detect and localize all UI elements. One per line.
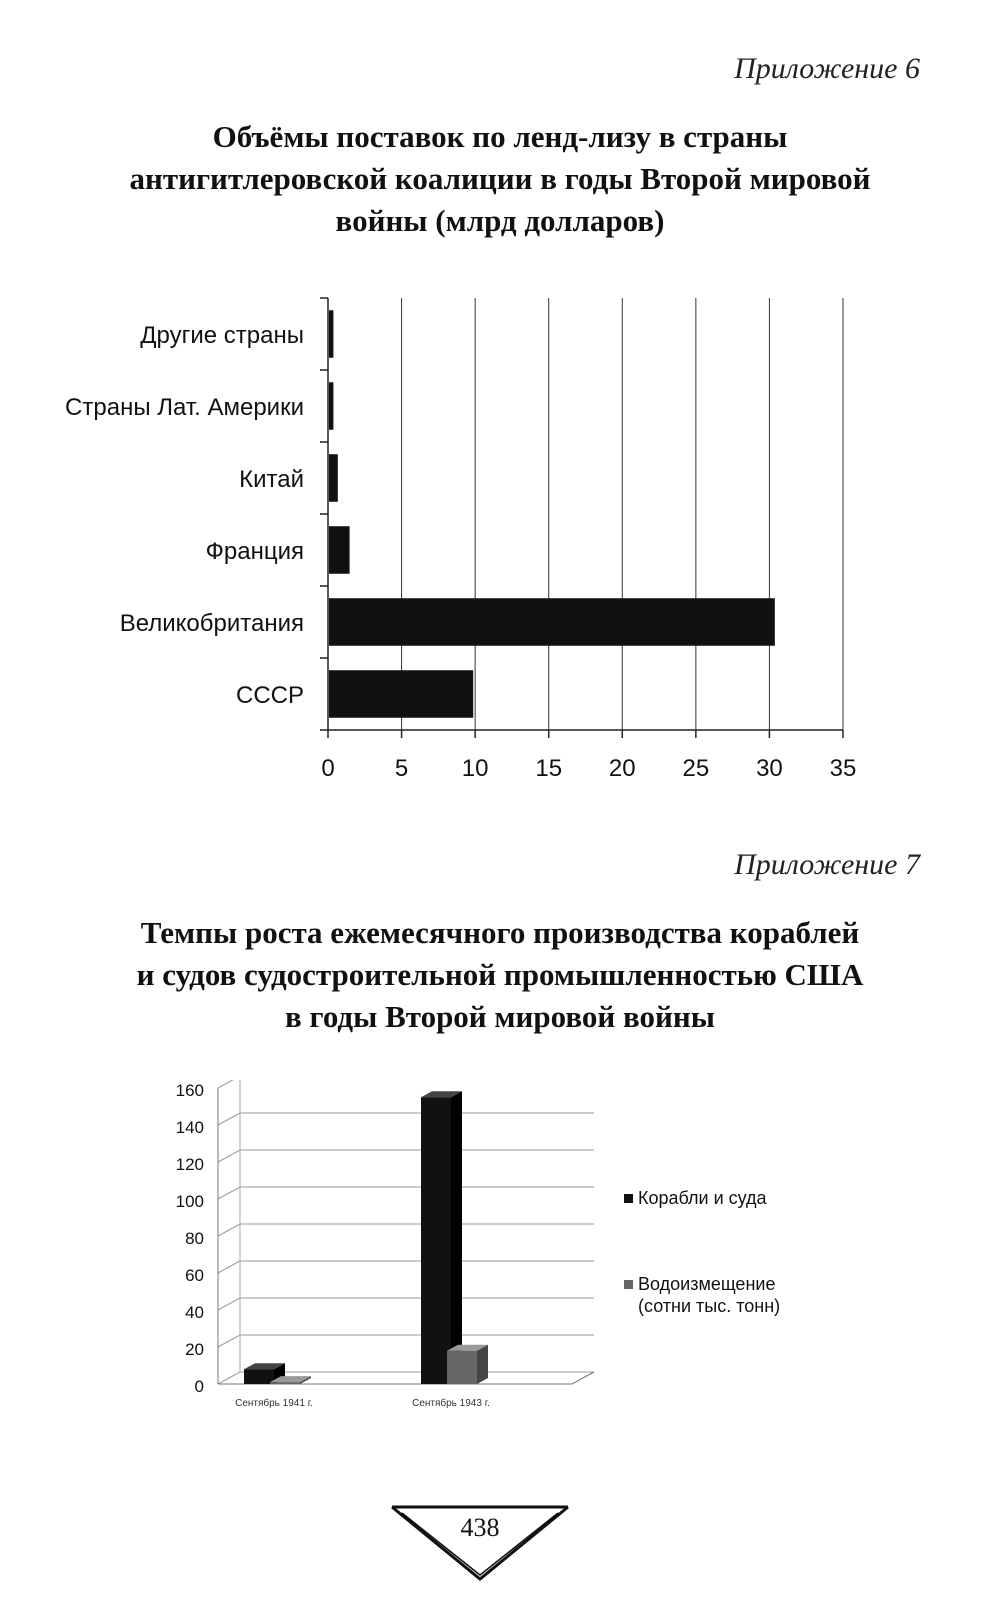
gridline	[218, 1080, 594, 1088]
bar-side	[477, 1345, 488, 1384]
gridline	[218, 1113, 594, 1125]
y-tick-label: 80	[185, 1229, 204, 1248]
gridline	[218, 1335, 594, 1347]
appendix-label: Приложение 7	[734, 848, 920, 881]
legend-label: Корабли и суда	[638, 1188, 767, 1208]
x-tick-label: 25	[682, 755, 710, 782]
y-tick-label: 120	[175, 1155, 204, 1174]
category-label: Китай	[239, 466, 304, 493]
chart-title-line: Темпы роста ежемесячного производства кораблей	[140, 915, 860, 950]
floor-edge	[572, 1372, 594, 1384]
page-number-marker	[390, 1505, 570, 1585]
x-tick-label: Сентябрь 1943 г.	[412, 1398, 490, 1409]
x-tick-label: 35	[829, 755, 857, 782]
y-tick-label: 0	[194, 1377, 204, 1396]
category-label: Страны Лат. Америки	[65, 394, 304, 421]
x-tick-label: 10	[461, 755, 489, 782]
shipbuilding-3d-bar-chart	[0, 1080, 1000, 1440]
legend-swatch	[624, 1280, 633, 1289]
bar	[329, 454, 338, 502]
bar-side	[451, 1091, 462, 1384]
gridline	[218, 1261, 594, 1273]
gridline	[218, 1298, 594, 1310]
bar	[329, 670, 473, 718]
y-tick-label: 100	[175, 1192, 204, 1211]
x-tick-label: 15	[535, 755, 563, 782]
page-number: 438	[460, 1513, 500, 1542]
chart-title-line: войны (млрд долларов)	[335, 203, 665, 238]
chart-title-line: антигитлеровской коалиции в годы Второй мировой	[129, 161, 871, 196]
category-label: Великобритания	[119, 610, 304, 637]
legend-swatch	[624, 1194, 633, 1203]
y-tick-label: 60	[185, 1266, 204, 1285]
chart-title	[40, 116, 960, 242]
chart-title	[40, 912, 960, 1038]
bar	[329, 310, 333, 358]
y-tick-label: 20	[185, 1340, 204, 1359]
gridline	[218, 1150, 594, 1162]
category-label: Другие страны	[140, 322, 304, 349]
category-label: СССР	[235, 682, 304, 709]
bar	[447, 1351, 477, 1384]
x-tick-label: 20	[608, 755, 636, 782]
y-tick-label: 140	[175, 1118, 204, 1137]
bar	[244, 1369, 274, 1384]
x-tick-label: 0	[321, 755, 335, 782]
gridline	[218, 1187, 594, 1199]
chart-title-line: Объёмы поставок по ленд-лизу в страны	[212, 119, 788, 154]
appendix-label: Приложение 6	[734, 52, 920, 85]
bar	[270, 1382, 300, 1384]
legend-label: (сотни тыс. тонн)	[638, 1296, 781, 1316]
chart-title-line: и судов судостроительной промышленностью США	[136, 957, 864, 992]
y-tick-label: 160	[175, 1081, 204, 1100]
bar	[329, 598, 775, 646]
gridline	[218, 1224, 594, 1236]
lend-lease-bar-chart	[0, 290, 1000, 810]
legend-label: Водоизмещение	[638, 1274, 776, 1294]
y-tick-label: 40	[185, 1303, 204, 1322]
x-tick-label: 30	[756, 755, 783, 782]
x-tick-label: 5	[394, 755, 409, 782]
x-tick-label: Сентябрь 1941 г.	[235, 1398, 313, 1409]
chart-title-line: в годы Второй мировой войны	[285, 999, 715, 1034]
category-label: Франция	[205, 538, 304, 565]
bar	[329, 526, 350, 574]
bar	[421, 1097, 451, 1384]
bar	[329, 382, 333, 430]
